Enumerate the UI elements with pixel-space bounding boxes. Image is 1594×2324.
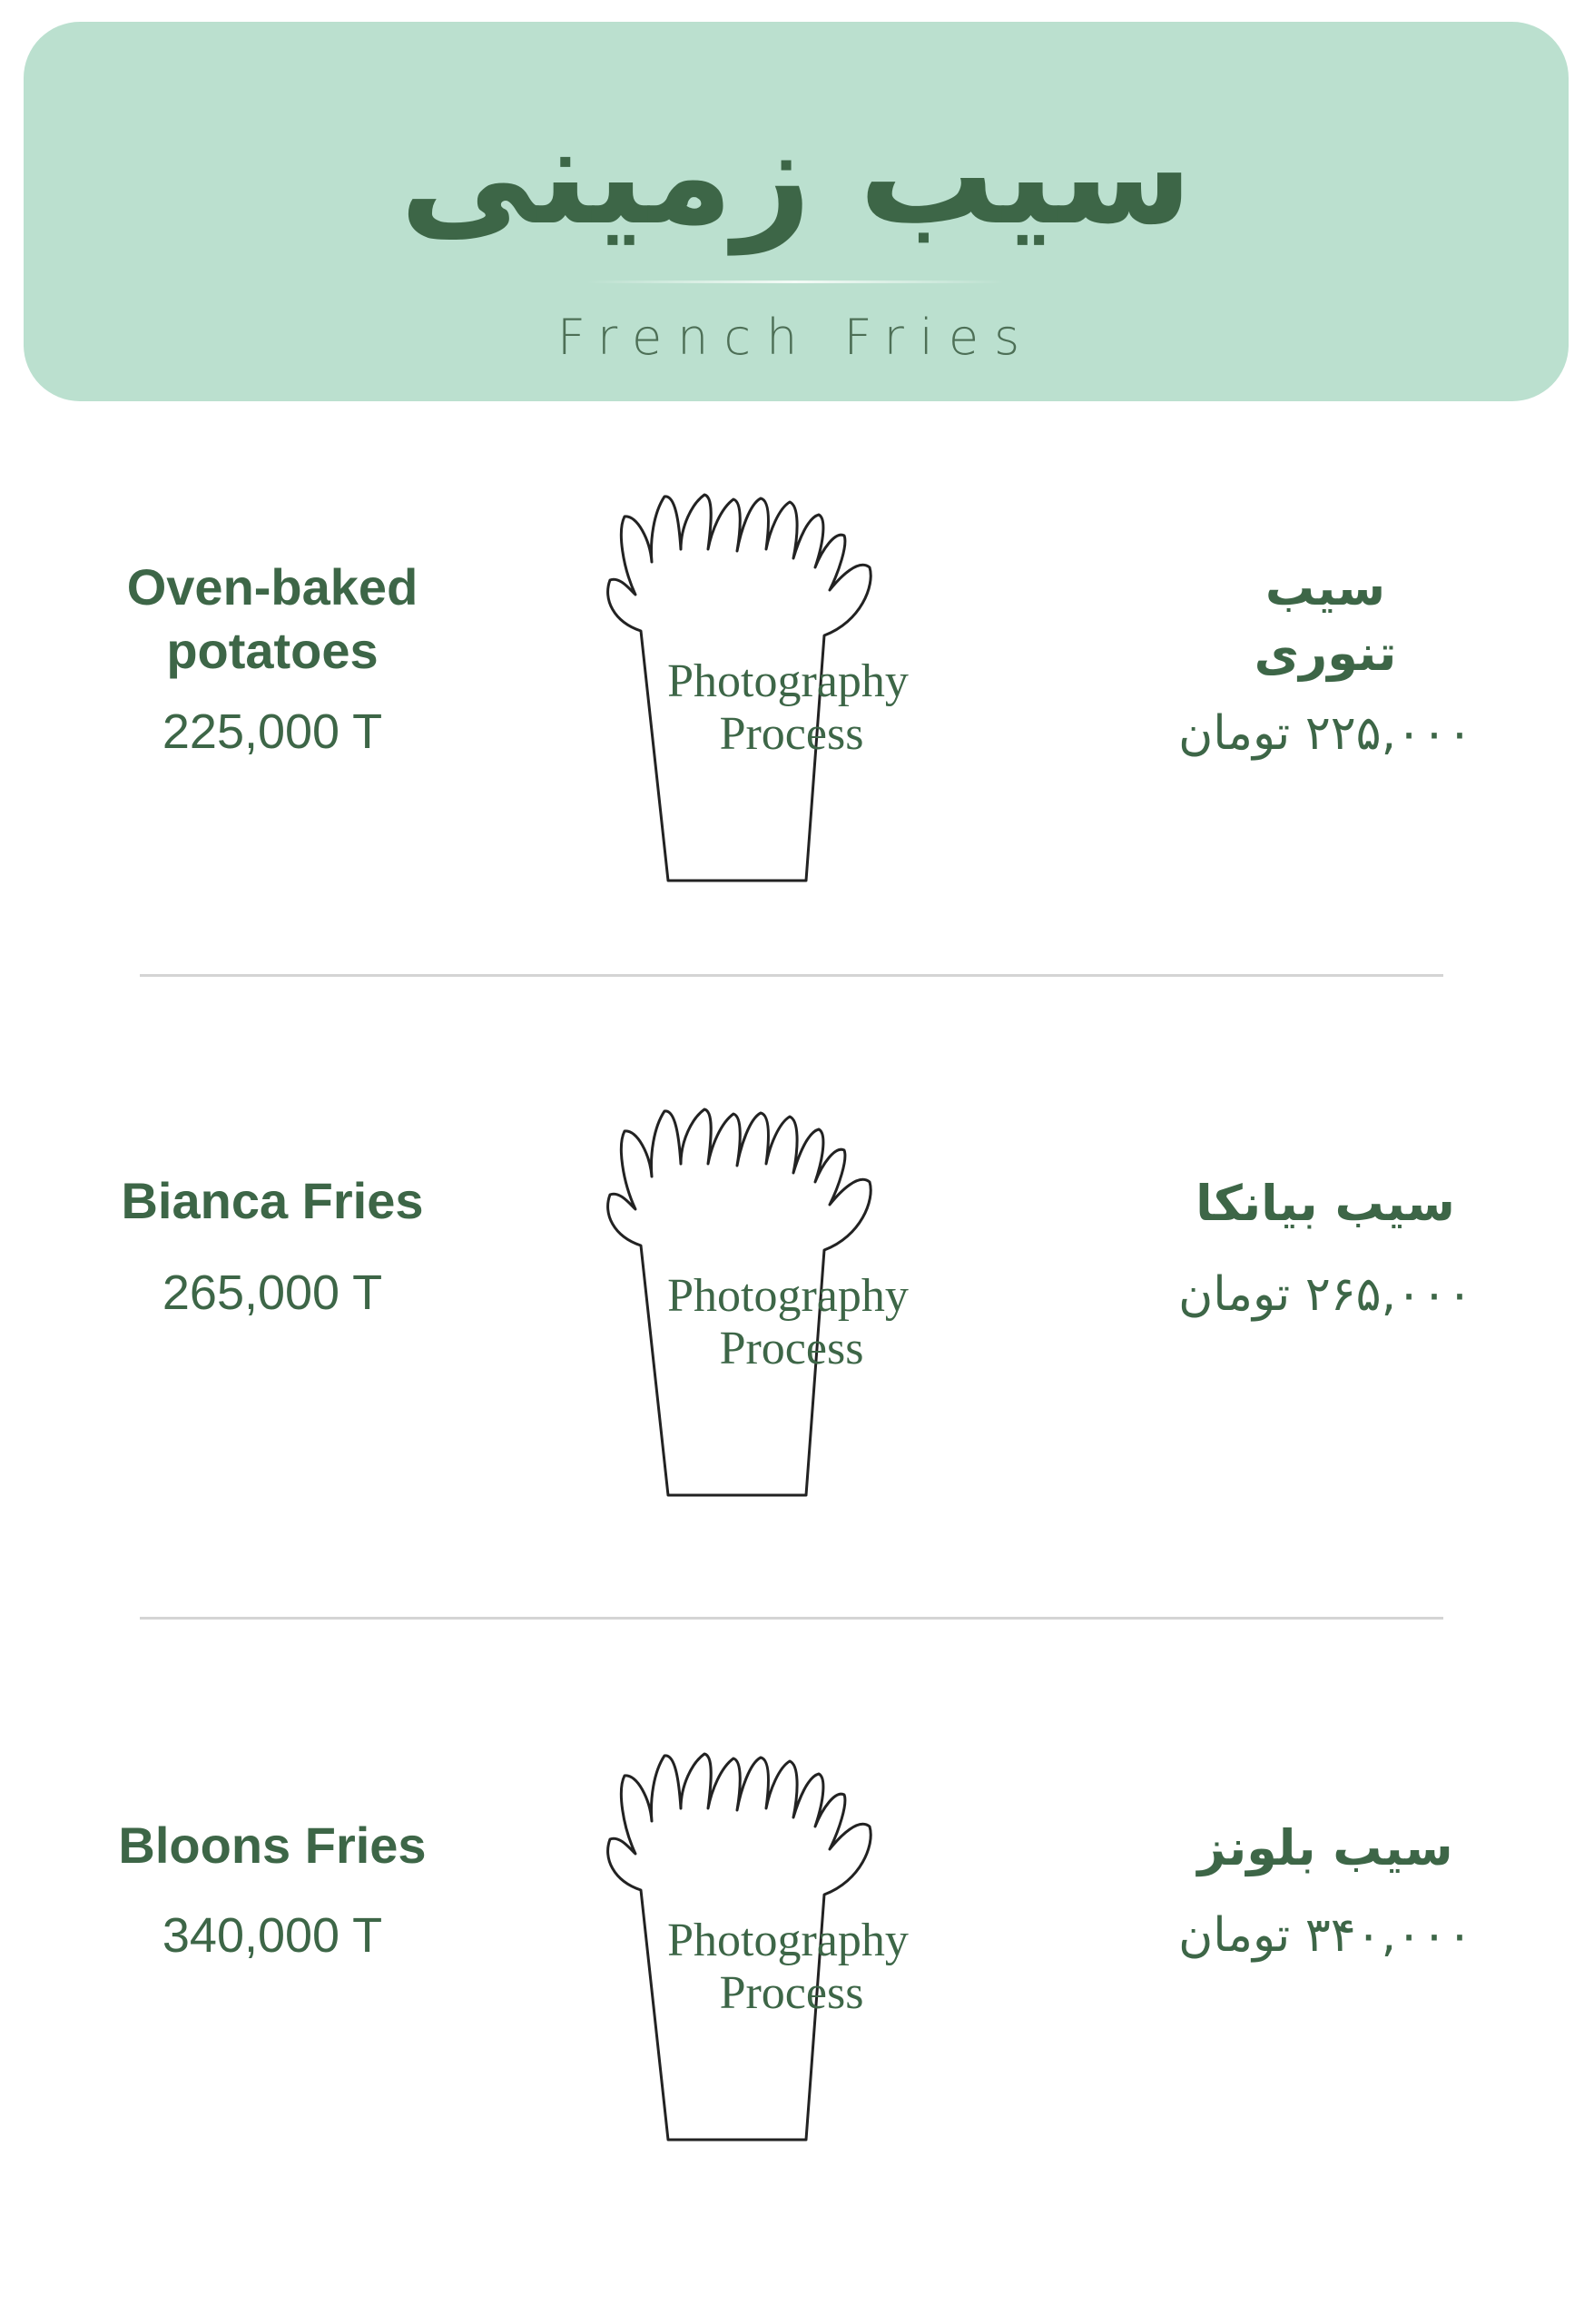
item-photo-placeholder (597, 1745, 979, 2144)
item-price-fa: ۳۴۰,۰۰۰ تومان (1178, 1908, 1472, 1963)
item-name-en: Bianca Fries (121, 1172, 424, 1229)
category-subtitle-en: French Fries (556, 309, 1036, 366)
item-separator (140, 974, 1443, 977)
fries-outline-icon (597, 1100, 979, 1500)
photo-label-line1: Photography (667, 1915, 909, 1966)
photo-label-line1: Photography (667, 1270, 909, 1322)
item-price-fa: ۲۶۵,۰۰۰ تومان (1178, 1267, 1472, 1322)
item-separator (140, 1617, 1443, 1620)
fries-outline-icon (597, 486, 979, 885)
item-price-fa: ۲۲۵,۰۰۰ تومان (1178, 706, 1472, 761)
header-divider (586, 281, 1004, 283)
item-name-en: Oven-baked potatoes (126, 558, 418, 679)
category-header (24, 22, 1569, 401)
item-name-en: Bloons Fries (118, 1817, 427, 1874)
item-price-en: 265,000 T (162, 1265, 383, 1320)
item-price-en: 225,000 T (162, 704, 383, 759)
item-price-en: 340,000 T (162, 1908, 383, 1963)
item-name-fa: سیب تنوری (1254, 559, 1397, 682)
item-photo-placeholder (597, 1100, 979, 1500)
photo-label-line2: Process (719, 1323, 864, 1374)
photo-label-line1: Photography (667, 655, 909, 707)
item-photo-placeholder (597, 486, 979, 885)
fries-outline-icon (597, 1745, 979, 2144)
item-name-fa: سیب بلونز (1197, 1819, 1453, 1876)
photo-label-line2: Process (719, 1967, 864, 2019)
item-name-fa: سیب بیانکا (1196, 1175, 1455, 1232)
photo-label-line2: Process (719, 708, 864, 760)
category-title-fa: سیب زمینی (399, 97, 1193, 255)
